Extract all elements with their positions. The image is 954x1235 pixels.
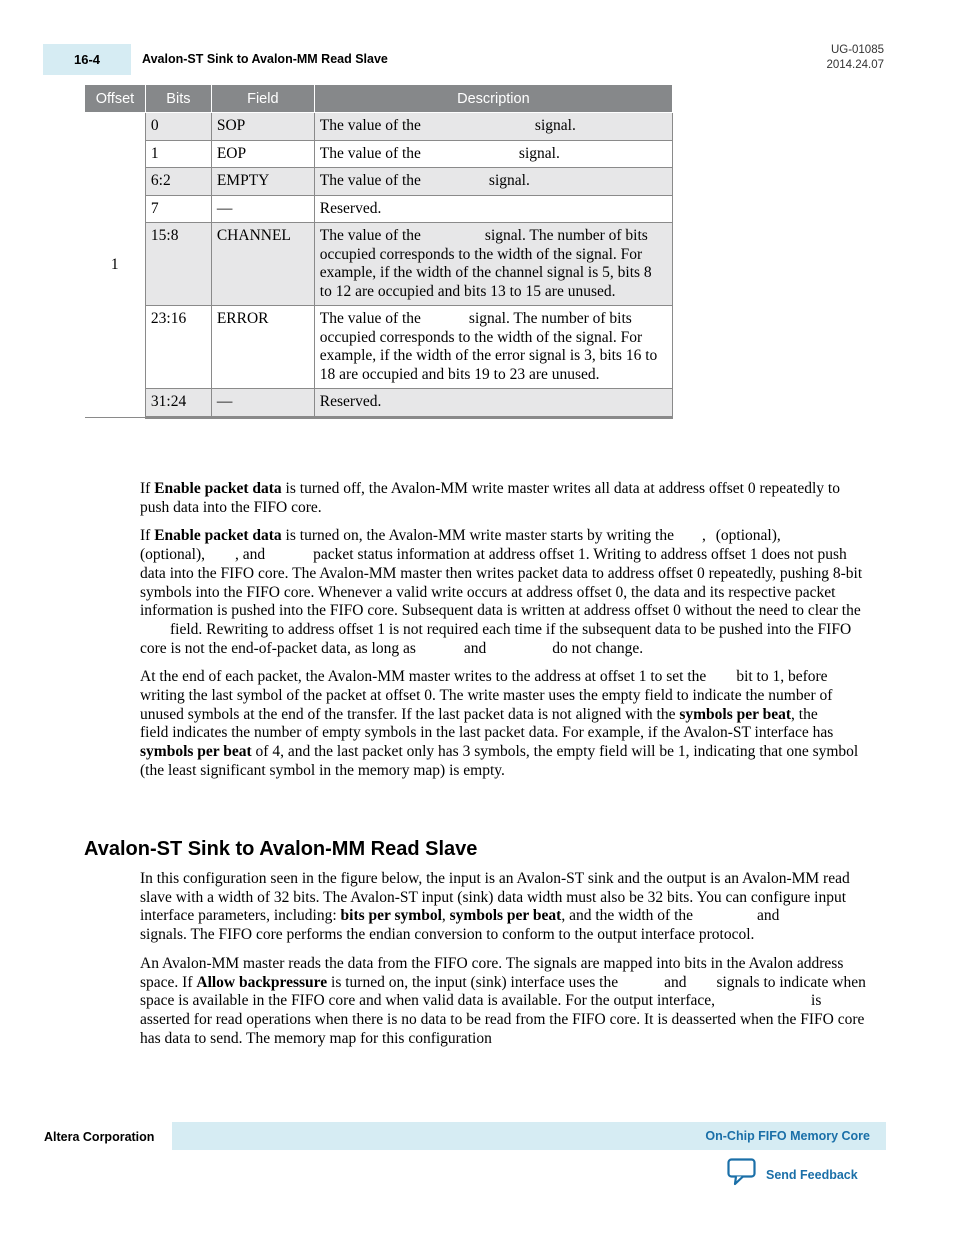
table-row (85, 389, 673, 418)
page-number: 16-4 (43, 44, 131, 75)
doc-id (826, 43, 884, 73)
paragraph: If Enable packet data is turned on, the Avalon-MM write master starts by writing the , (optional),(optional), , and packet status information at address offset 1. Writing to address offset 1 does not push data into the FIFO core. The Avalon-MM master then writes packet data to address offset 0 repeatedly, pushing 8-bit symbols into the FIFO core. Whenever a valid write occurs at address offset 0, the data and its respective packet information is pushed into the FIFO core. Subsequent data is written at address offset 0 without the need to clear thefield. Rewriting to address offset 1 is not required each time if the subsequent data to be pushed into the FIFO core is not the end-of-packet data, as long as and do not change. (140, 527, 863, 657)
paragraph: If Enable packet data is turned off, the Avalon-MM write master writes all data at address offset 0 repeatedly to push data into the FIFO core. (140, 480, 840, 516)
description-cell: The value of the signal. The number of bits occupied corresponds to the width of the signal. For example, if the width of the error signal is 3, bits 16 to 18 are occupied and bits 19 to 23 are unused. (314, 306, 672, 389)
table-header-row (85, 85, 673, 113)
bits-cell: 0 (145, 113, 211, 141)
field-cell: EMPTY (211, 168, 314, 196)
offset-cell: 1 (85, 113, 146, 418)
bits-cell: 7 (145, 195, 211, 223)
doc-code: UG-01085 (830, 44, 884, 56)
send-feedback-link[interactable] (727, 1158, 858, 1191)
description-cell: Reserved. (314, 389, 672, 418)
body-text (140, 480, 868, 791)
table-row (85, 140, 673, 168)
description-cell: Reserved. (314, 195, 672, 223)
packet-status-table (84, 84, 673, 419)
paragraph: In this configuration seen in the figure below, the input is an Avalon-ST sink and the output is an Avalon-MM read slave with a width of 32 bits. The Avalon-ST input (sink) data width must also be 32 bits. You can configure input interface parameters, including: bits per symbol, symbols per beat, and the width of the andsignals. The FIFO core performs the endian conversion to conform to the output interface protocol. (140, 870, 850, 944)
table-row (85, 223, 673, 306)
field-cell: ERROR (211, 306, 314, 389)
description-cell: The value of the signal. (314, 168, 672, 196)
paragraph: At the end of each packet, the Avalon-MM master writes to the address at offset 1 to set the bit to 1, before writing the last symbol of the packet at offset 0. The write master uses the empty field to indicate the number of unused symbols at the end of the transfer. If the last packet data is not aligned with the symbols per beat, thefield indicates the number of empty symbols in the last packet data. For example, if the Avalon-ST interface has symbols per beat of 4, and the last packet only has 3 symbols, the empty field will be 1, indicating that one symbol (the least significant symbol in the memory map) is empty. (140, 668, 859, 779)
col-header-offset: Offset (85, 85, 146, 113)
speech-bubble-icon (727, 1158, 757, 1191)
col-header-bits: Bits (145, 85, 211, 113)
bits-cell: 1 (145, 140, 211, 168)
field-cell: — (211, 195, 314, 223)
section-body (140, 870, 868, 1058)
description-cell: The value of the signal. The number of bits occupied corresponds to the width of the signal. For example, if the width of the channel signal is 5, bits 8 to 12 are occupied and bits 13 to 15 are unused. (314, 223, 672, 306)
description-cell: The value of the signal. (314, 113, 672, 141)
bits-cell: 6:2 (145, 168, 211, 196)
bits-cell: 15:8 (145, 223, 211, 306)
col-header-description: Description (314, 85, 672, 113)
bits-cell: 31:24 (145, 389, 211, 418)
section-heading: Avalon-ST Sink to Avalon-MM Read Slave (84, 838, 478, 860)
col-header-field: Field (211, 85, 314, 113)
paragraph: An Avalon-MM master reads the data from the FIFO core. The signals are mapped into bits in the Avalon address space. If Allow backpressure is turned on, the input (sink) interface uses the and signals to indicate when space is available in the FIFO core and when valid data is available. For the output interface, is asserted for read operations when there is no data to be read from the FIFO core. It is deasserted when the FIFO core has data to send. The memory map for this configuration (140, 954, 866, 1047)
running-title: Avalon-ST Sink to Avalon-MM Read Slave (142, 52, 388, 66)
table-row (85, 168, 673, 196)
field-cell: SOP (211, 113, 314, 141)
chapter-link[interactable]: On-Chip FIFO Memory Core (705, 1129, 870, 1143)
field-cell: — (211, 389, 314, 418)
bits-cell: 23:16 (145, 306, 211, 389)
table-row (85, 306, 673, 389)
send-feedback-label: Send Feedback (766, 1167, 858, 1182)
table-row (85, 113, 673, 141)
doc-date: 2014.24.07 (826, 59, 884, 71)
field-cell: CHANNEL (211, 223, 314, 306)
table-row (85, 195, 673, 223)
field-cell: EOP (211, 140, 314, 168)
description-cell: The value of the signal. (314, 140, 672, 168)
footer-company: Altera Corporation (44, 1130, 155, 1144)
